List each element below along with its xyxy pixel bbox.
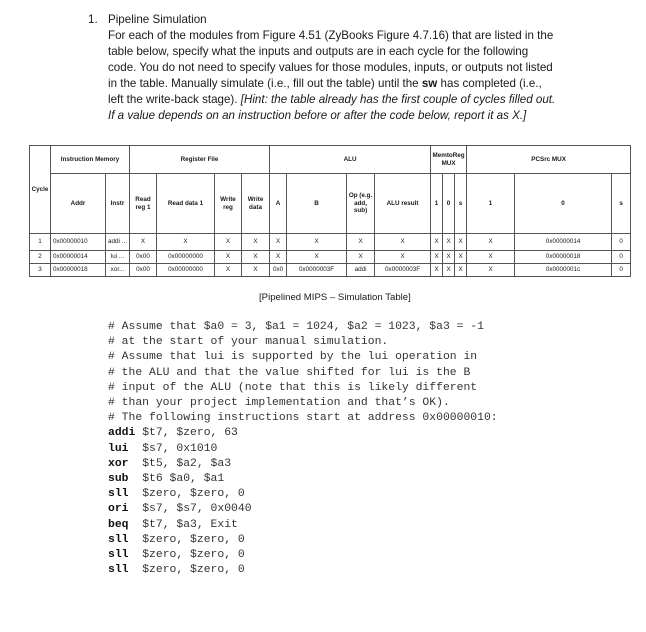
opcode: sll xyxy=(108,564,129,577)
operands: $t6 $a0, $a1 xyxy=(142,473,225,486)
cell-cycle: 1 xyxy=(30,234,51,251)
cell-memtoreg-0: X xyxy=(443,251,455,264)
header-alu-result: ALU result xyxy=(375,174,431,234)
opcode: addi xyxy=(108,427,136,440)
code-listing xyxy=(108,320,498,578)
operands: $zero, $zero, 0 xyxy=(142,488,245,501)
question-block xyxy=(88,12,640,122)
cell-read-reg1: 0x00 xyxy=(130,251,157,264)
cell-read-data1: X xyxy=(157,234,215,251)
opcode: sll xyxy=(108,549,129,562)
cell-memtoreg-0: X xyxy=(443,234,455,251)
operands: $t7, $zero, 63 xyxy=(142,427,238,440)
cell-b: 0x0000003F xyxy=(287,264,347,277)
code-instruction xyxy=(108,426,498,441)
cell-addr: 0x00000014 xyxy=(51,251,106,264)
cell-write-reg: X xyxy=(215,251,242,264)
cell-op: X xyxy=(347,234,375,251)
hint-text: [Hint: the table already has the first couple of cycles filled out. xyxy=(240,93,556,106)
cell-write-data: X xyxy=(242,264,270,277)
header-b: B xyxy=(287,174,347,234)
operands: $t7, $a3, Exit xyxy=(142,518,238,531)
code-instruction xyxy=(108,487,498,502)
cell-instr: lui ... xyxy=(106,251,130,264)
opcode: sll xyxy=(108,488,129,501)
header-memtoreg-1: 1 xyxy=(431,174,443,234)
cell-pcsrc-0: 0x0000001c xyxy=(515,264,612,277)
header-read-data1: Read data 1 xyxy=(157,174,215,234)
code-instruction xyxy=(108,533,498,548)
code-comment: # Assume that $a0 = 3, $a1 = 1024, $a2 = 1023, $a3 = -1 xyxy=(108,321,484,333)
cell-write-reg: X xyxy=(215,264,242,277)
header-write-reg: Write reg xyxy=(215,174,242,234)
instruction-line: table below, specify what the inputs and outputs are in each cycle for the following xyxy=(108,45,529,58)
code-instruction xyxy=(108,502,498,517)
cell-memtoreg-1: X xyxy=(431,264,443,277)
header-pcsrc-s: s xyxy=(612,174,631,234)
table-row xyxy=(30,264,631,277)
hint-text: If a value depends on an instruction before or after the code below, report it as X.] xyxy=(108,109,527,122)
cell-memtoreg-s: X xyxy=(455,251,467,264)
cell-read-reg1: X xyxy=(130,234,157,251)
cell-memtoreg-s: X xyxy=(455,234,467,251)
cell-memtoreg-s: X xyxy=(455,264,467,277)
operands: $s7, $s7, 0x0040 xyxy=(142,503,252,516)
operands: $s7, 0x1010 xyxy=(142,442,218,455)
operands: $t5, $a2, $a3 xyxy=(142,457,232,470)
cell-pcsrc-0: 0x00000018 xyxy=(515,251,612,264)
header-op: Op (e.g. add, sub) xyxy=(347,174,375,234)
header-pcsrc-1: 1 xyxy=(467,174,515,234)
sw-keyword: sw xyxy=(421,77,438,90)
group-pcsrc-mux: PCSrc MUX xyxy=(467,146,631,174)
opcode: sll xyxy=(108,533,129,546)
header-write-data: Write data xyxy=(242,174,270,234)
code-instruction xyxy=(108,563,498,578)
cell-instr: addi ... xyxy=(106,234,130,251)
cell-a: X xyxy=(270,234,287,251)
header-addr: Addr xyxy=(51,174,106,234)
header-a: A xyxy=(270,174,287,234)
header-read-reg1: Read reg 1 xyxy=(130,174,157,234)
table-row xyxy=(30,234,631,251)
cell-op: X xyxy=(347,251,375,264)
operands: $zero, $zero, 0 xyxy=(142,564,245,577)
instruction-line: For each of the modules from Figure 4.51 (ZyBooks Figure 4.7.16) that are listed in the xyxy=(108,29,554,42)
code-instruction xyxy=(108,442,498,457)
opcode: sub xyxy=(108,473,129,486)
cell-pcsrc-s: 0 xyxy=(612,234,631,251)
cell-op: addi xyxy=(347,264,375,277)
header-memtoreg-0: 0 xyxy=(443,174,455,234)
cell-cycle: 2 xyxy=(30,251,51,264)
cell-b: X xyxy=(287,234,347,251)
question-title: Pipeline Simulation xyxy=(108,13,207,26)
cell-pcsrc-0: 0x00000014 xyxy=(515,234,612,251)
header-instr: Instr xyxy=(106,174,130,234)
cell-pcsrc-s: 0 xyxy=(612,264,631,277)
code-comment: # than your project implementation and that’s OK). xyxy=(108,397,450,410)
opcode: lui xyxy=(108,442,129,455)
opcode: xor xyxy=(108,457,129,470)
code-comment: # input of the ALU (note that this is likely different xyxy=(108,381,478,394)
instruction-line: code. You do not need to specify values for those modules, inputs, or outputs not listed xyxy=(108,61,553,74)
cell-a: X xyxy=(270,251,287,264)
opcode: beq xyxy=(108,518,129,531)
cell-alu-result: 0x0000003F xyxy=(375,264,431,277)
cell-pcsrc-1: X xyxy=(467,251,515,264)
cell-addr: 0x00000018 xyxy=(51,264,106,277)
cell-write-data: X xyxy=(242,251,270,264)
cell-pcsrc-s: 0 xyxy=(612,251,631,264)
cell-memtoreg-1: X xyxy=(431,251,443,264)
cell-cycle: 3 xyxy=(30,264,51,277)
header-memtoreg-s: s xyxy=(455,174,467,234)
operands: $zero, $zero, 0 xyxy=(142,533,245,546)
cell-alu-result: X xyxy=(375,234,431,251)
cell-memtoreg-0: X xyxy=(443,264,455,277)
opcode: ori xyxy=(108,503,129,516)
header-pcsrc-0: 0 xyxy=(515,174,612,234)
cell-b: X xyxy=(287,251,347,264)
cell-memtoreg-1: X xyxy=(431,234,443,251)
cell-read-reg1: 0x00 xyxy=(130,264,157,277)
header-cycle: Cycle xyxy=(30,146,51,234)
code-comment: # The following instructions start at address 0x00000010: xyxy=(108,412,498,425)
cell-a: 0x0 xyxy=(270,264,287,277)
instruction-line: in the table. Manually simulate (i.e., fill out the table) until the sw has completed (i.e., xyxy=(108,77,542,90)
simulation-table xyxy=(29,145,631,277)
cell-pcsrc-1: X xyxy=(467,264,515,277)
table-row xyxy=(30,251,631,264)
cell-addr: 0x00000010 xyxy=(51,234,106,251)
group-memtoreg-mux: MemtoReg MUX xyxy=(431,146,467,174)
cell-read-data1: 0x00000000 xyxy=(157,264,215,277)
group-register-file: Register File xyxy=(130,146,270,174)
code-instruction xyxy=(108,457,498,472)
code-comment: # Assume that lui is supported by the lui operation in xyxy=(108,351,478,364)
cell-write-reg: X xyxy=(215,234,242,251)
cell-instr: xor... xyxy=(106,264,130,277)
question-number: 1. xyxy=(88,13,98,26)
code-comment: # the ALU and that the value shifted for lui is the B xyxy=(108,366,471,379)
group-instruction-memory: Instruction Memory xyxy=(51,146,130,174)
cell-write-data: X xyxy=(242,234,270,251)
operands: $zero, $zero, 0 xyxy=(142,549,245,562)
cell-read-data1: 0x00000000 xyxy=(157,251,215,264)
cell-alu-result: X xyxy=(375,251,431,264)
question-instructions xyxy=(108,28,588,124)
code-instruction xyxy=(108,472,498,487)
cell-pcsrc-1: X xyxy=(467,234,515,251)
instruction-line: left the write-back stage). [Hint: the table already has the first couple of cycles filled out. xyxy=(108,93,556,106)
code-instruction xyxy=(108,518,498,533)
code-instruction xyxy=(108,548,498,563)
code-comment: # at the start of your manual simulation. xyxy=(108,336,389,349)
group-alu: ALU xyxy=(270,146,431,174)
table-caption: [Pipelined MIPS – Simulation Table] xyxy=(259,292,411,303)
